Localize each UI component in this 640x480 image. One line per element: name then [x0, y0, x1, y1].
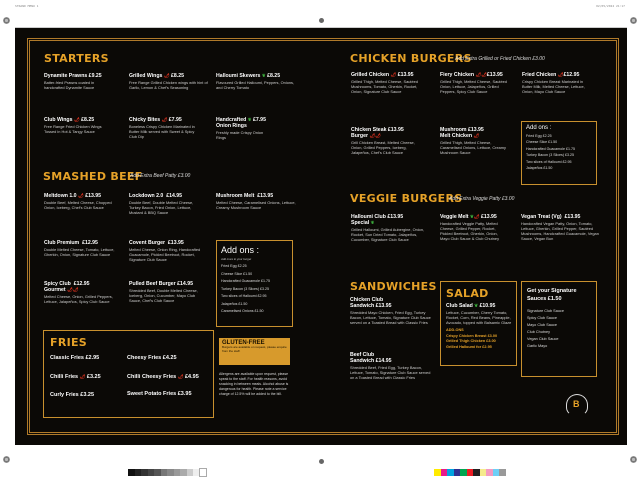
item-price: £7.95 [252, 117, 266, 123]
menu-item [129, 240, 201, 262]
center-mark-icon [319, 18, 324, 23]
addon-item: Turkey Bacon (3 Slices) £3.25 [526, 153, 575, 158]
item-desc: Melted Cheese, Onion Ring, Handcrafted Guacamole, Pickled Beetroot, Rocket, Signature Club Sauce [129, 247, 201, 262]
item-desc: Batter-fried Prawns coated in handcrafted Dynamite Sauce [44, 80, 95, 90]
item-name: Chilli Fries [50, 374, 79, 380]
menu-item [44, 281, 119, 304]
menu-item [351, 72, 431, 94]
item-name: Veggie Melt [440, 214, 469, 220]
item-name: Grilled Chicken [351, 72, 390, 78]
sauces-title: Get your Signature Sauces £1.50 [527, 288, 577, 302]
chicken-addons-box [521, 121, 597, 185]
menu-item [522, 72, 607, 94]
item-desc: Double Beef, Double Melted Cheese, Turkey Bacon, Fried Onion, Lettuce, Mustard & BBQ Sauce [129, 200, 194, 215]
item-name-line2: Sandwich £13.95 [350, 303, 392, 309]
menu-item [440, 72, 520, 94]
item-name-line2: Sandwich £14.95 [350, 358, 392, 364]
menu-item [440, 214, 515, 241]
burger-addons-box [216, 240, 293, 327]
veggie-burgers-title: VEGGIE BURGERS [350, 192, 463, 205]
item-desc: Crispy Chicken Breast Marinated in Butter Milk, Melted Cheese, Lettuce, Onion, Mayo Club Sauce [522, 79, 585, 94]
item-desc: Free Range Grilled Chicken wings with hint of Garlic, Lemon & Chef's Seasoning [129, 80, 208, 90]
item-name: Club Salad [446, 303, 473, 309]
chili-icon: 🌶︎ [163, 73, 170, 78]
addons-subtitle: Add more to your burger [221, 257, 252, 261]
chili-icon: 🌶︎ [557, 72, 564, 77]
menu-item [350, 352, 435, 380]
chili-icon: 🌶︎ [473, 133, 480, 138]
item-name: Club Premium [44, 240, 80, 246]
item-price: £13.95 [480, 214, 497, 220]
item-name: Mushroom Melt [216, 193, 255, 199]
addon-item: Jalapeños £1.50 [221, 301, 248, 306]
item-desc: Shredded Mayo Chicken, Fried Egg, Turkey Bacon, Lettuce, Tomato, Signature Club Sauce served on a Toasted Bread with Classic Fries [350, 310, 431, 325]
item-desc: Shredded Beef, Fried Egg, Turkey Bacon, Lettuce, Tomato, Signature Club Sauce served on a Toasted Bread with Classic Fries [350, 365, 431, 380]
item-name-line2: Onion Rings [216, 123, 247, 129]
veggie-burgers-note: Add Extra Veggie Patty £3.00 [449, 196, 515, 202]
sauce-item: Club Chutney [527, 330, 551, 334]
chili-icon: 🌶︎ [390, 72, 397, 77]
item-desc: Grilled Halloumi, Grilled Aubergine, Onion, Rocket, Sun Dried Tomato, Jalapeños, Cucumber, Signature Club Sauce [351, 227, 425, 242]
gluten-free-title: GLUTEN-FREE [222, 340, 265, 346]
double-chili-icon: 🌶︎🌶︎ [369, 133, 381, 138]
fries-item [50, 374, 101, 380]
addon-item: Two slices of Halloumi £2.95 [221, 294, 267, 298]
veg-leaf-icon: ❦ [247, 117, 252, 122]
item-name: Chicken Steak £13.95 [351, 127, 404, 133]
chili-icon: 🌶︎ [73, 117, 80, 122]
veg-leaf-icon: ❦ [261, 73, 266, 78]
item-name: Mushroom £13.95 [440, 127, 484, 133]
veg-leaf-icon: ❦ [370, 220, 375, 225]
item-desc: Grill Chicken Breast, Melted Cheese, Onion, Grilled Peppers, Iceberg, Jalapeños, Chef's Club Sauce [351, 140, 415, 155]
menu-item [44, 240, 119, 257]
sauce-item: Spicy Club Sauce [527, 316, 557, 320]
chicken-burgers-note: Add Extra Grilled or Fried Chicken £3.00 [455, 56, 545, 62]
addon-item: Jalapeños £1.50 [526, 165, 553, 170]
salad-title: SALAD [446, 287, 489, 300]
item-price: £8.25 [171, 73, 184, 79]
item-price: £13.95 [486, 72, 503, 78]
fries-item [127, 374, 199, 380]
item-name-line2: Burger [351, 133, 369, 139]
brand-logo-icon [566, 394, 588, 416]
fries-item: Curly Fries £3.25 [50, 392, 95, 398]
smashed-beef-note: Add Extra Beef Patty £3.00 [130, 173, 191, 179]
item-name-line2: Special [351, 220, 370, 226]
sandwiches-title: SANDWICHES [350, 280, 437, 293]
item-name: Fiery Chicken [440, 72, 475, 78]
item-desc: Grilled Thigh, Melted Cheese, Caramelised Onions, Lettuce, Creamy Mushroom Sauce [440, 140, 506, 155]
item-name: Club Wings [44, 117, 73, 123]
starters-title: STARTERS [44, 52, 109, 65]
chili-icon: 🌶︎ [161, 117, 168, 122]
registration-mark-icon [3, 456, 10, 463]
logo-letter: B [573, 399, 580, 409]
addon-item: Turkey Bacon (3 Slices) £3.25 [221, 286, 270, 291]
addon-item: Two slices of Halloumi £2.95 [526, 159, 572, 164]
item-price: £13.95 [397, 72, 414, 78]
item-name: Beef Club [350, 352, 375, 358]
item-price: £14.95 [177, 281, 194, 287]
item-name: Meltdown 1.0 [44, 193, 77, 199]
menu-item [440, 127, 515, 155]
item-name-line2: Melt Chicken [440, 133, 472, 139]
addon-item: Handcrafted Guacamole £1.75 [221, 279, 270, 283]
item-price: £8.25 [267, 73, 281, 79]
salad-addons-title: ADD-ONS [446, 328, 464, 332]
addons-title: Add ons : [221, 245, 260, 255]
fries-item: Classic Fries £2.95 [50, 355, 100, 361]
addon-item: Fried Egg £2.25 [526, 134, 552, 138]
smashed-beef-title: SMASHED BEEF [43, 170, 143, 183]
item-desc: Lettuce, Cucumber, Cherry Tomato, Rocket, Corn, Red Beans, Pineapple, Avocado, topped with Balsamic Glaze [446, 310, 512, 325]
item-name: Lockdown 2.0 [129, 193, 164, 199]
item-name: Pulled Beef Burger [129, 281, 176, 287]
center-mark-icon [319, 459, 324, 464]
registration-mark-icon [630, 17, 637, 24]
menu-item [216, 73, 301, 90]
sauce-item: Signature Club Sauce [527, 309, 564, 313]
item-name: Halloumi Skewers [216, 73, 261, 79]
item-name: Handcrafted [216, 117, 247, 123]
item-price: £12.95 [563, 72, 580, 78]
allergen-note: Allergens are available upon request, please speak to the staff. For health reasons, avoid snacking in between meals. Alcohol abuse is dangerous for health. Please note a service charge of 12.5% will be added to the bill. [219, 372, 289, 396]
menu-item [44, 73, 124, 90]
item-desc: Melted Cheese, Caramelised Onions, Lettuce, Creamy Mushroom Sauce [216, 200, 296, 210]
item-desc: Free Range Fried Chicken Wings Tossed in Hot & Tangy Sauce [44, 124, 102, 134]
item-desc: Boneless Crispy Chicken Marinated in Butter Milk served with Sweet & Spicy Club Dip [129, 124, 195, 139]
sauces-box [521, 281, 597, 377]
fries-title: FRIES [50, 336, 88, 349]
salad-addon-item: Grilled Halloumi for £2.95 [446, 344, 492, 349]
item-price: £13.95 [85, 193, 102, 199]
item-desc: Freshly made Crispy Onion Rings [216, 130, 264, 140]
addon-item: Fried Egg £2.25 [221, 264, 247, 268]
item-price: £13.95 [257, 193, 274, 199]
item-name: Spicy Club [44, 281, 71, 287]
item-price: £3.25 [86, 374, 101, 380]
item-price: £14.95 [166, 193, 183, 199]
menu-item [351, 214, 433, 242]
item-name: Halloumi Club £13.95 [351, 214, 404, 220]
chili-icon: 🌶︎ [78, 193, 84, 198]
salad-addon-item: Grilled Thigh Chicken £3.00 [446, 339, 496, 343]
print-header [0, 0, 640, 16]
item-price: £13.95 [167, 240, 184, 246]
item-price: £12.95 [82, 240, 98, 246]
chili-icon: 🌶︎ [79, 374, 86, 379]
sauce-item: Garlic Mayo [527, 344, 548, 348]
chicken-burgers-title: CHICKEN BURGERS [350, 52, 472, 65]
grayscale-swatch-bar [128, 469, 206, 477]
gluten-free-desc: Burgers are available on request, please enquire from the staff. [222, 345, 287, 353]
item-name: Chilli Cheesy Fries [127, 374, 177, 380]
sauce-item: Mayo Club Sauce [527, 323, 557, 327]
addon-item: Cheese Slice £1.50 [221, 271, 253, 276]
salad-addon-item: Crispy Chicken Breast £3.00 [446, 333, 498, 338]
item-desc: Handcrafted Veggie Patty, Melted Cheese, Grilled Pepper, Rocket, Pickled Beetroot, Gherkin, Onion, Mayo Club Sauce & Club Chutney [440, 221, 500, 241]
double-chili-icon: 🌶︎🌶︎ [475, 72, 487, 77]
item-name-line2: Gourmet [44, 287, 66, 293]
registration-mark-icon [630, 456, 637, 463]
chili-icon: 🌶︎ [473, 214, 480, 219]
item-name: Chicken Club [350, 297, 384, 303]
double-chili-icon: 🌶︎🌶︎ [67, 287, 79, 292]
chili-icon: 🌶︎ [177, 374, 184, 379]
item-desc: Double Beef, Melted Cheese, Chopped Onion, Iceberg, Chef's Club Sauce [44, 200, 112, 210]
color-swatch-bar [434, 469, 506, 477]
menu-item [129, 117, 201, 139]
item-desc: Double Melted Cheese, Tomato, Lettuce, Gherkin, Onion, Signature Club Sauce [44, 247, 115, 257]
menu-item [44, 193, 124, 210]
addon-item: Cheese Slice £1.50 [526, 140, 558, 145]
print-job-name: STRAND MENU 1 [15, 4, 39, 8]
item-desc: Shredded Beef, Double Melted Cheese, Iceberg, Onion, Cucumber, Mayo Club Sauce, Chef's Club Sauce [129, 288, 198, 303]
veg-leaf-icon: ❦ [470, 214, 474, 219]
menu-item [129, 281, 209, 303]
registration-mark-icon [3, 17, 10, 24]
menu-item [44, 117, 114, 134]
item-name: Chicky Bites [129, 117, 161, 123]
menu-item [216, 193, 296, 210]
addon-item: Caramelised Onions £1.50 [221, 309, 264, 313]
salad-box [440, 281, 517, 366]
item-name: Covent Burger [129, 240, 166, 246]
addons-title: Add ons : [526, 125, 552, 131]
menu-item [350, 297, 432, 325]
item-desc: Grilled Thigh, Melted Cheese, Sautéed Mushrooms, Tomato, Gherkin, Rocket, Onion, Signature Club Sauce [351, 79, 418, 94]
menu-item [521, 214, 606, 241]
menu-item [129, 193, 201, 215]
item-price: £7.95 [168, 117, 182, 123]
menu-item [446, 303, 516, 325]
addon-item: Handcrafted Guacamole £1.75 [526, 146, 575, 151]
menu-item [129, 73, 214, 90]
item-desc: Melted Cheese, Onion, Grilled Peppers, Lettuce, Jalapeños, Spicy Club Sauce [44, 294, 113, 304]
item-desc: Handcrafted Vegan Patty, Onion, Tomato, Lettuce, Gherkin, Grilled Pepper, Sautéed Mushrooms, Handcrafted Guacamole, Vegan Sauce, Vegan Bun [521, 221, 599, 241]
item-price: £12.95 [73, 281, 90, 287]
item-price: £13.95 [564, 214, 581, 220]
menu-item [216, 117, 296, 140]
sauce-item: Vegan Club Sauce [527, 337, 559, 341]
item-name: Vegan Treat (Vg) [521, 214, 562, 220]
item-price: £10.95 [479, 303, 496, 309]
item-price: £8.25 [81, 117, 95, 123]
item-name: Grilled Wings [129, 73, 163, 79]
menu-item [351, 127, 426, 155]
fries-item: Sweet Potato Fries £3.95 [127, 391, 192, 397]
fries-item: Cheesy Fries £4.25 [127, 355, 177, 361]
item-price: £4.95 [185, 374, 199, 380]
print-timestamp: 02/05/2024 21:17 [596, 4, 625, 8]
item-name: Fried Chicken [522, 72, 557, 78]
item-desc: Flavoured Grilled Halloumi, Peppers, Onions, and Cherry Tomato [216, 80, 295, 90]
veg-leaf-icon: ❦ [474, 303, 479, 308]
gluten-free-badge [219, 338, 290, 365]
item-name: Dynamite Prawns £9.25 [44, 73, 102, 79]
item-desc: Grilled Thigh, Melted Cheese, Sautéed Onion, Lettuce, Jalapeños, Grilled Peppers, Spicy Club Sauce [440, 79, 507, 94]
